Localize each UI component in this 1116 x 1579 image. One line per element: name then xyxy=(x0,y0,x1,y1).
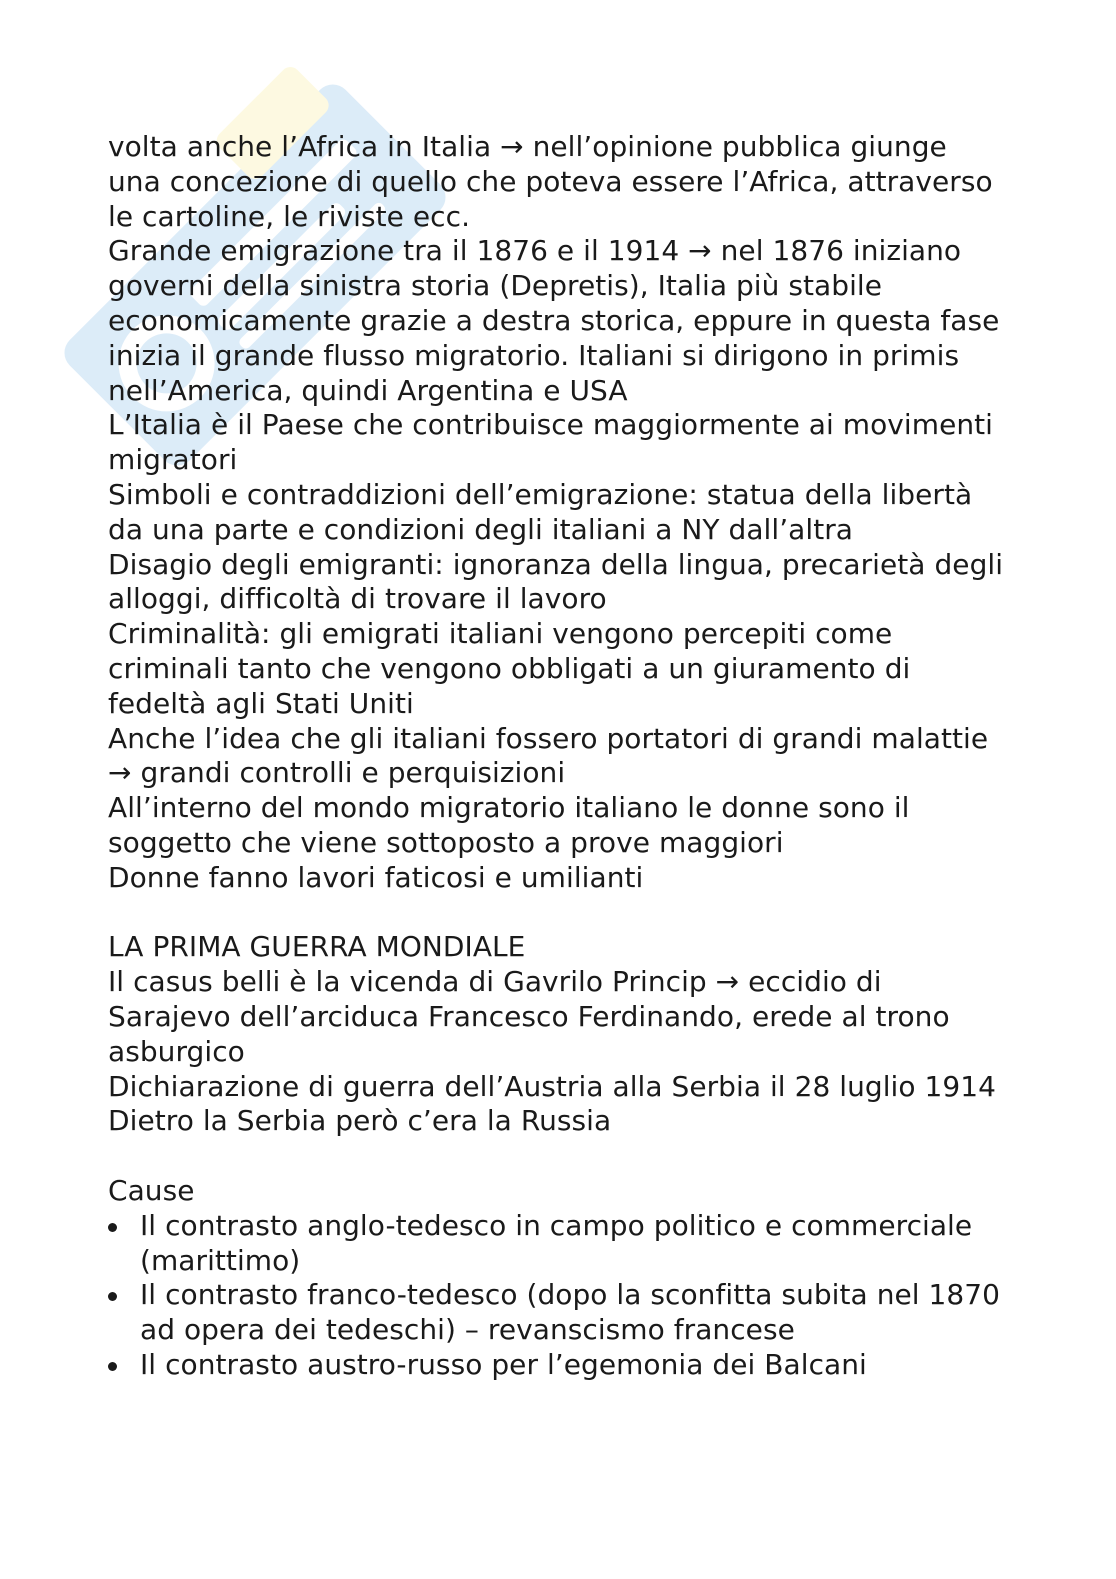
list-item-text: Il contrasto anglo-tedesco in campo politico e commerciale (marittimo) xyxy=(140,1208,973,1277)
bullet-icon xyxy=(108,1292,117,1301)
causes-heading: Cause xyxy=(108,1173,195,1207)
paragraph-casus-belli: Il casus belli è la vicenda di Gavrilo Princip → eccidio di Sarajevo dell’arciduca Francesco Ferdinando, erede al trono asburgico xyxy=(108,965,950,1068)
paragraph-grande-emigrazione: Grande emigrazione tra il 1876 e il 1914 → nel 1876 iniziano governi della sinistra storia (Depretis), Italia più stabile economicamente grazie a destra storica, eppure in questa fase inizia il grande flusso migratorio. Italiani si dirigono in primis nell’America, quindi Argentina e USA xyxy=(108,234,1000,407)
paragraph-africa: volta anche l’Africa in Italia → nell’opinione pubblica giunge una concezione di quello che poteva essere l’Africa, attraverso le cartoline, le riviste ecc. xyxy=(108,130,993,233)
bullet-icon xyxy=(108,1223,117,1232)
list-item xyxy=(108,1209,1008,1279)
paragraph-simboli: Simboli e contraddizioni dell’emigrazione: statua della libertà da una parte e condizioni degli italiani a NY dall’altra xyxy=(108,477,973,546)
paragraph-dichiarazione: Dichiarazione di guerra dell’Austria alla Serbia il 28 luglio 1914 xyxy=(108,1069,996,1103)
causes-list xyxy=(108,1209,1008,1383)
list-item xyxy=(108,1278,1008,1348)
paragraph-disagio: Disagio degli emigranti: ignoranza della lingua, precarietà degli alloggi, difficoltà di trovare il lavoro xyxy=(108,547,1004,616)
paragraph-russia: Dietro la Serbia però c’era la Russia xyxy=(108,1104,612,1138)
spacer xyxy=(108,1139,1008,1174)
paragraph-italia-migrazione: L’Italia è il Paese che contribuisce maggiormente ai movimenti migratori xyxy=(108,408,994,477)
paragraph-criminalita: Criminalità: gli emigrati italiani vengono percepiti come criminali tanto che vengono obbligati a un giuramento di fedeltà agli Stati Uniti xyxy=(108,617,911,720)
list-item-text: Il contrasto franco-tedesco (dopo la sconfitta subita nel 1870 ad opera dei tedeschi) – revanscismo francese xyxy=(140,1278,1001,1347)
bullet-icon xyxy=(108,1362,117,1371)
list-item xyxy=(108,1348,1008,1383)
list-item-text: Il contrasto austro-russo per l’egemonia dei Balcani xyxy=(140,1347,867,1381)
paragraph-donne-prove: All’interno del mondo migratorio italiano le donne sono il soggetto che viene sottoposto a prove maggiori xyxy=(108,791,910,859)
paragraph-donne-lavori: Donne fanno lavori faticosi e umilianti xyxy=(108,860,644,894)
section-heading: LA PRIMA GUERRA MONDIALE xyxy=(108,930,526,964)
document-page xyxy=(108,130,1008,1383)
paragraph-malattie: Anche l’idea che gli italiani fossero portatori di grandi malattie → grandi controlli e perquisizioni xyxy=(108,721,989,790)
spacer xyxy=(108,896,1008,931)
